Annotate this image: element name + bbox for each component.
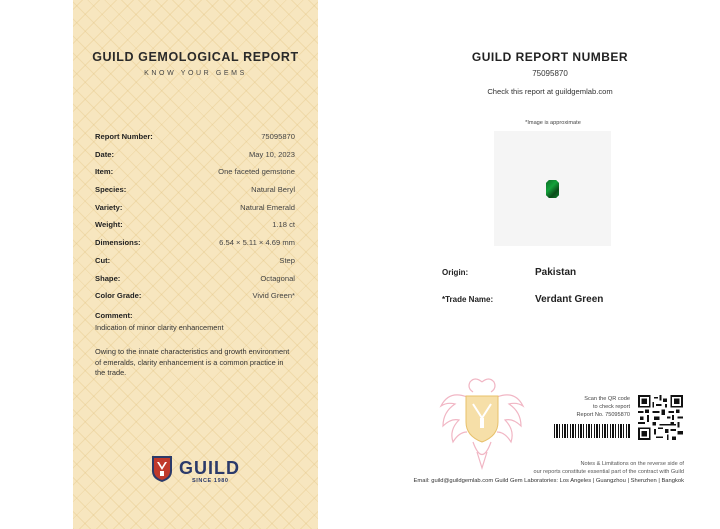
notes-line-1: Notes & Limitations on the reverse side of [580, 461, 684, 467]
report-subtitle: KNOW YOUR GEMS [144, 70, 247, 77]
field-species [95, 185, 295, 203]
comment-note: Owing to the innate characteristics and growth environment of emeralds, clarity enhancement is a common practice in the trade. [95, 347, 290, 377]
field-label: Item: [95, 167, 114, 177]
comment-text: Indication of minor clarity enhancement [95, 323, 224, 332]
report-fields [95, 132, 295, 309]
field-value: 75095870 [261, 132, 295, 141]
report-number: 75095870 [532, 69, 568, 78]
guild-logo [151, 455, 251, 489]
field-label: Variety: [95, 202, 123, 212]
eagle-seal-icon [437, 372, 527, 472]
field-label: Color Grade: [95, 291, 142, 301]
field-label: Report Number: [95, 132, 153, 141]
field-label: Weight: [95, 220, 123, 230]
field-label: Shape: [95, 273, 121, 283]
brand-name: GUILD [179, 458, 240, 478]
field-variety [95, 203, 295, 221]
field-value: 1.18 ct [272, 220, 295, 230]
qr-line-2: to check report [593, 404, 630, 410]
field-value: 6.54 × 5.11 × 4.69 mm [219, 238, 295, 248]
field-report-number [95, 132, 295, 150]
barcode [554, 424, 630, 438]
field-value: Natural Beryl [251, 185, 295, 195]
field-dimensions [95, 238, 295, 256]
field-label: Cut: [95, 255, 111, 265]
field-value: Vivid Green* [252, 291, 295, 301]
qr-code-icon[interactable] [638, 395, 683, 440]
contact-footer: Email: guild@guildgemlab.com Guild Gem Laboratories: Los Angeles | Guangzhou | Shenzhen | Bangkok [413, 478, 684, 484]
field-shape [95, 274, 295, 292]
trade-name-value: Verdant Green [535, 294, 604, 305]
field-value: Step [279, 255, 295, 265]
report-title: GUILD GEMOLOGICAL REPORT [92, 50, 299, 64]
gemstone-image [494, 131, 611, 246]
field-label: Species: [95, 185, 127, 195]
origin-value: Pakistan [535, 267, 577, 278]
brand-since: SINCE 1980 [192, 478, 229, 484]
comment-label: Comment: [95, 311, 133, 320]
report-summary-panel [73, 0, 318, 529]
origin-label: Origin: [442, 268, 469, 277]
field-label: Date: [95, 149, 114, 159]
notes-limitations [440, 460, 684, 476]
report-number-title: GUILD REPORT NUMBER [471, 50, 629, 64]
field-value: Octagonal [260, 273, 295, 283]
emerald-gem-icon [546, 180, 559, 198]
field-value: One faceted gemstone [218, 167, 295, 177]
qr-instructions [530, 395, 630, 419]
image-note: *Image is approximate [525, 120, 581, 126]
field-cut [95, 256, 295, 274]
qr-line-1: Scan the QR code [584, 396, 630, 402]
qr-line-3: Report No. 75095870 [576, 412, 630, 418]
field-weight [95, 220, 295, 238]
trade-name-label: *Trade Name: [442, 295, 494, 304]
field-color-grade [95, 291, 295, 309]
field-value: Natural Emerald [240, 202, 295, 212]
check-report-link[interactable]: Check this report at guildgemlab.com [487, 87, 613, 96]
field-label: Dimensions: [95, 238, 141, 248]
field-date [95, 150, 295, 168]
shield-icon [151, 455, 173, 483]
field-value: May 10, 2023 [248, 149, 295, 159]
field-item [95, 167, 295, 185]
notes-line-2: our reports constitute essential part of the contract with Guild [533, 469, 684, 475]
